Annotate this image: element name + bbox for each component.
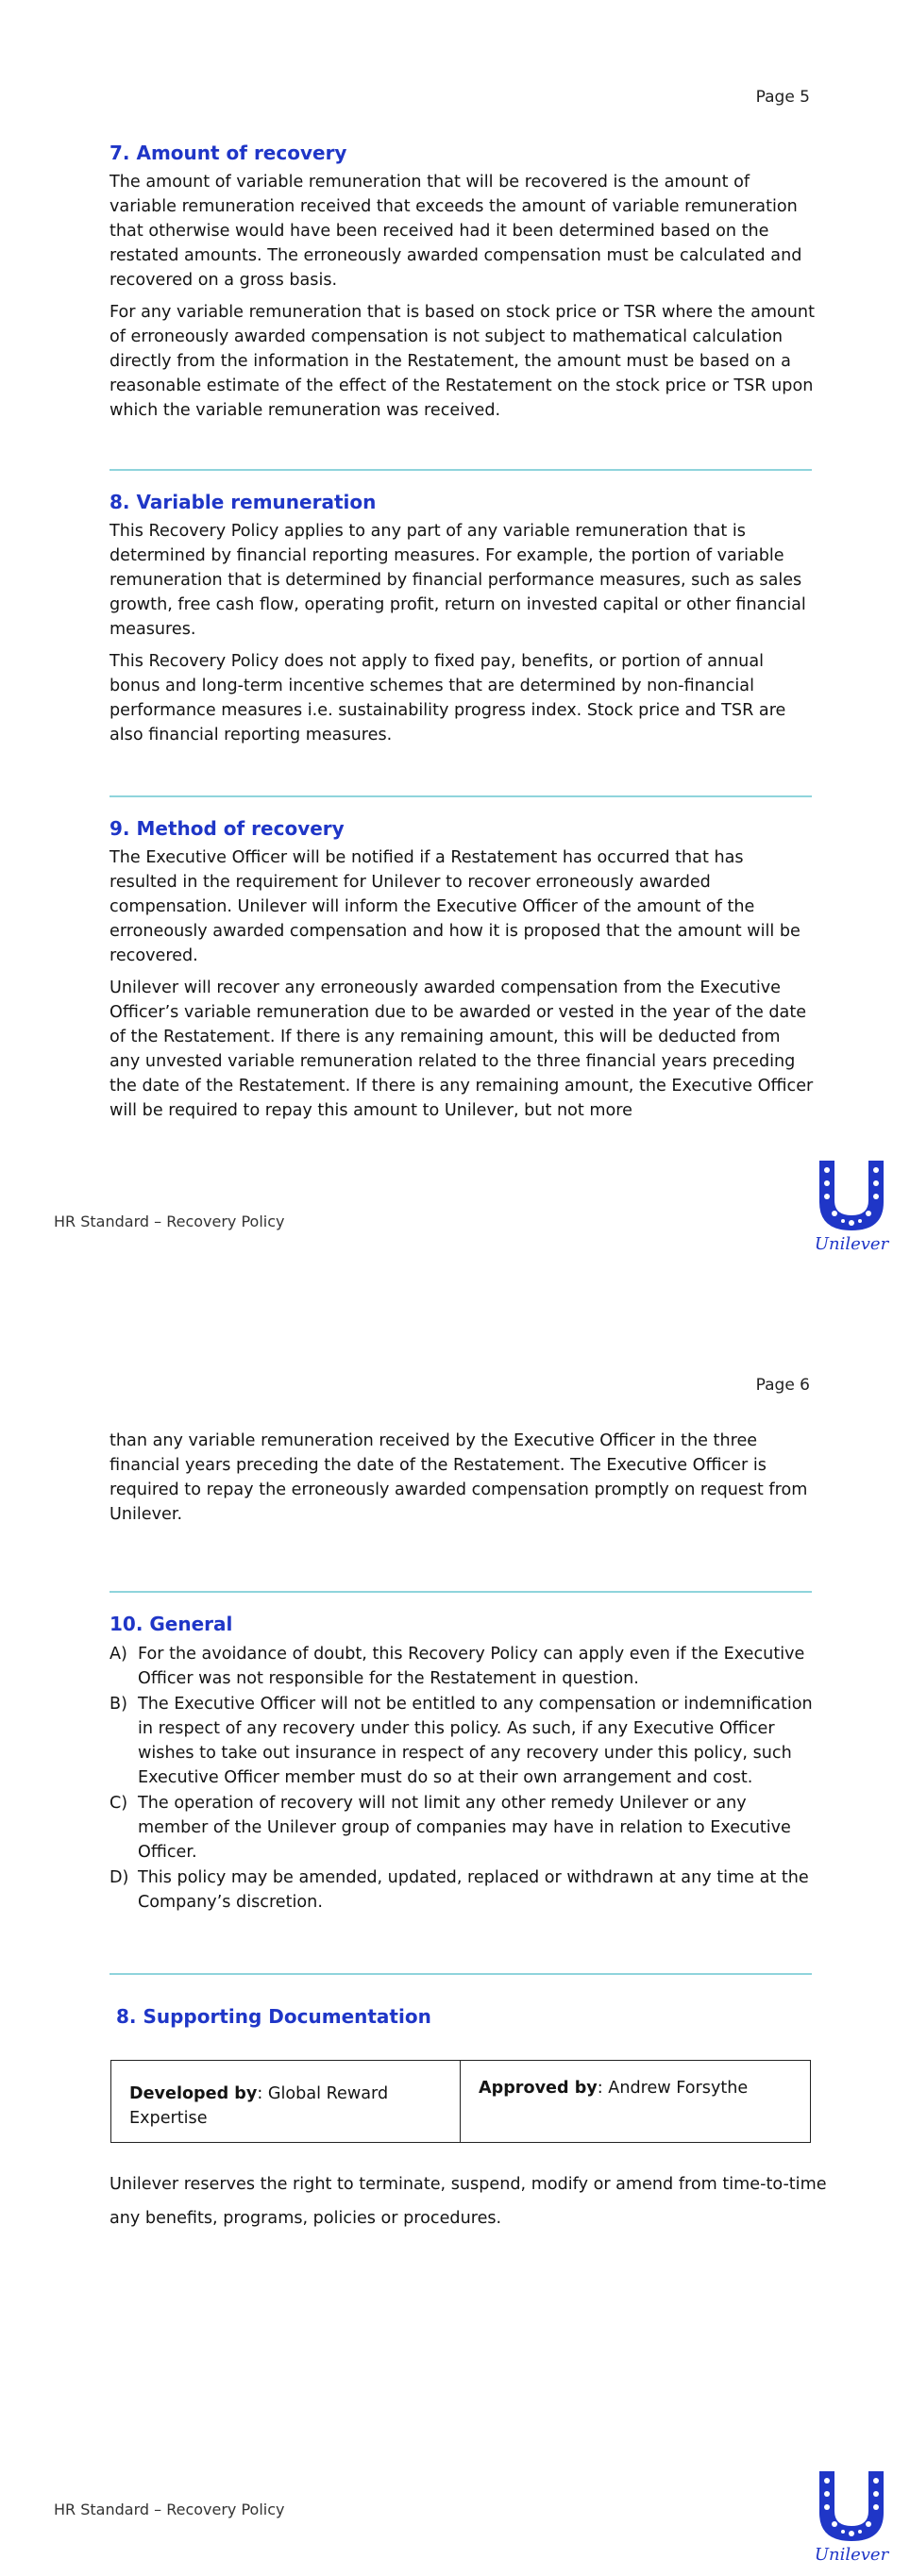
paragraph: The amount of variable remuneration that will be recovered is the amount of variable remuneration received that exceeds the amount of variable remuneration that otherwise would have been received had it been determined based on the restated amounts. The erroneously awarded compensation must be calculated and recovered on a gross basis. [110,173,802,290]
list-text: The operation of recovery will not limit any other remedy Unilever or any member of the Unilever group of companies may have in relation to Executive Officer. [138,1794,791,1862]
paragraph: For any variable remuneration that is based on stock price or TSR where the amount of erroneously awarded compensation is not subject to mathematical calculation directly from the information in the Restatement, the amount must be based on a reasonable estimate of the effect of the Restatement on the stock price or TSR upon which the variable remuneration was received. [110,303,815,420]
footer-text: HR Standard – Recovery Policy [54,2501,285,2518]
section-title-method-of-recovery: 9. Method of recovery [110,817,345,840]
document-page-6 [0,1288,910,2576]
paragraph: Unilever will recover any erroneously awarded compensation from the Executive Officer’s variable remuneration due to be awarded or vested in the year of the date of the Restatement. If there is any remaining amount, this will be deducted from any unvested variable remuneration related to the three financial years preceding the date of the Restatement. If there is any remaining amount, the Executive Officer will be required to repay this amount to Unilever, but not more [110,979,814,1120]
section-title-variable-remuneration: 8. Variable remuneration [110,491,377,513]
section-title-supporting-documentation: 8. Supporting Documentation [116,2005,431,2028]
paragraph: This Recovery Policy applies to any part of any variable remuneration that is determined by financial reporting measures. For example, the portion of variable remuneration that is determined by financial performance measures, such as sales growth, free cash flow, operating profit, return on invested capital or other financial measures. [110,522,806,639]
list-text: The Executive Officer will not be entitled to any compensation or indemnification in respect of any recovery under this policy. As such, if any Executive Officer wishes to take out insurance in respect of any recovery under this policy, such Executive Officer member must do so at their own arrangement and cost. [138,1695,813,1787]
section-title-amount-of-recovery: 7. Amount of recovery [110,142,347,164]
list-item [110,1791,816,1865]
general-list [110,1642,816,1915]
list-text: This policy may be amended, updated, replaced or withdrawn at any time at the Company’s discretion. [138,1868,809,1912]
list-item [110,1642,816,1691]
list-marker: B) [110,1695,127,1714]
unilever-logo [812,1157,891,1255]
svg-text:Unilever: Unilever [814,2545,889,2565]
paragraph: The Executive Officer will be notified if a Restatement has occurred that has resulted in the requirement for Unilever to recover erroneously awarded compensation. Unilever will inform the Executive Officer of the amount of the erroneously awarded compensation and how it is proposed that the amount will be recovered. [110,848,800,965]
list-marker: D) [110,1868,129,1887]
list-marker: A) [110,1645,127,1664]
unilever-logo [812,2467,891,2566]
section-title-general: 10. General [110,1613,233,1635]
approved-by-label: Approved by [479,2079,598,2098]
approved-by-value: : Andrew Forsythe [597,2079,749,2098]
section-divider [110,469,812,471]
list-item [110,1692,816,1790]
page-number: Page 6 [755,1376,810,1395]
section-divider [110,1591,812,1593]
supporting-documentation-table [110,2060,811,2143]
footer-text: HR Standard – Recovery Policy [54,1213,285,1230]
developed-by-cell [111,2061,461,2142]
paragraph: This Recovery Policy does not apply to fixed pay, benefits, or portion of annual bonus and long-term incentive schemes that are determined by non-financial performance measures i.e. sustainability progress index. Stock price and TSR are also financial reporting measures. [110,652,786,744]
closing-paragraph: Unilever reserves the right to terminate, suspend, modify or amend from time-to-time any benefits, programs, policies or procedures. [110,2175,827,2228]
svg-text:Unilever: Unilever [814,1234,889,1254]
list-marker: C) [110,1794,128,1813]
section-divider [110,795,812,797]
section-divider [110,1973,812,1975]
approved-by-cell [461,2061,810,2142]
list-item [110,1865,816,1915]
developed-by-label: Developed by [129,2084,258,2103]
list-text: For the avoidance of doubt, this Recovery Policy can apply even if the Executive Officer was not responsible for the Restatement in question. [138,1645,805,1688]
developed-by-value: : Global Reward Expertise [129,2084,389,2128]
paragraph: than any variable remuneration received by the Executive Officer in the three financial years preceding the date of the Restatement. The Executive Officer is required to repay the erroneously awarded compensation promptly on request from Unilever. [110,1431,808,1524]
page-number: Page 5 [755,88,810,107]
